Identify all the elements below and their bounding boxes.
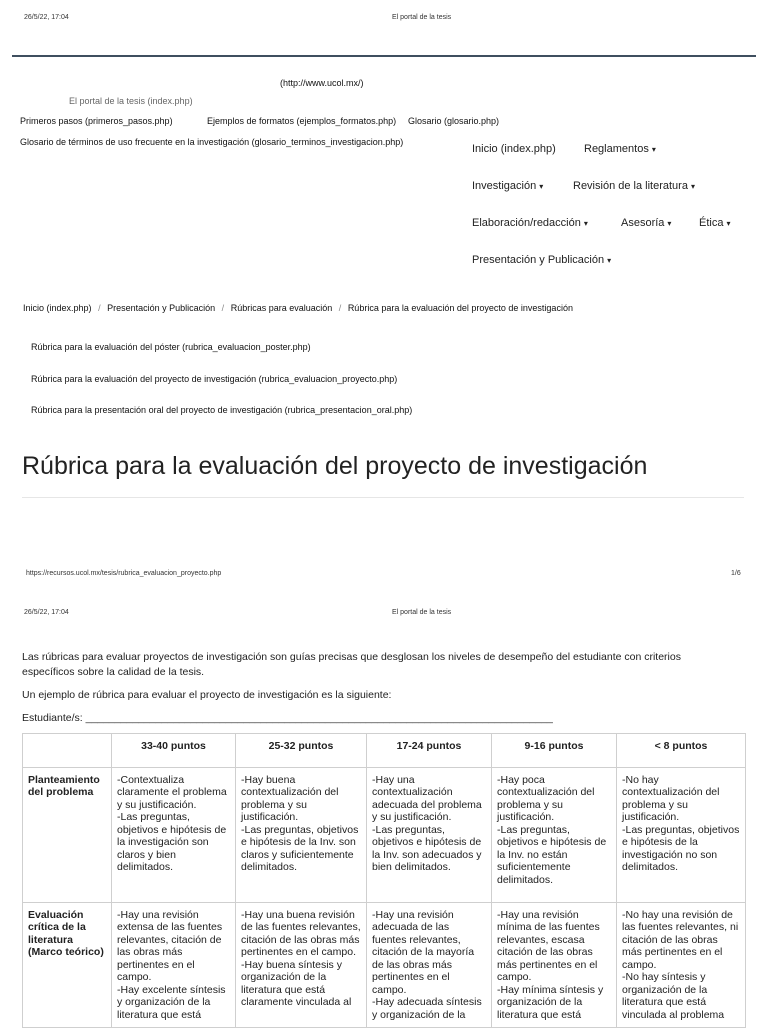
table-row bbox=[23, 902, 746, 1028]
title-divider bbox=[22, 497, 744, 498]
intro-paragraph: Las rúbricas para evaluar proyectos de investigación son guías precisas que desglosan los niveles de desempeño del estudiante con criterios específicos sobre la calidad de la tesis. bbox=[22, 651, 681, 678]
breadcrumb-item-inicio[interactable]: Inicio (index.php) bbox=[23, 303, 92, 313]
rubric-header-cell bbox=[23, 734, 112, 768]
print-footer-url: https://recursos.ucol.mx/tesis/rubrica_evaluacion_proyecto.php bbox=[26, 570, 222, 577]
chevron-down-icon: ▾ bbox=[667, 219, 672, 228]
menu-elaboracion-label: Elaboración/redacción bbox=[472, 217, 581, 229]
chevron-down-icon: ▾ bbox=[726, 219, 731, 228]
breadcrumb-item-rubricas[interactable]: Rúbricas para evaluación bbox=[230, 303, 333, 313]
print-page-number: 1/6 bbox=[731, 570, 741, 577]
rubric-header-cell: 25-32 puntos bbox=[236, 734, 367, 768]
rubric-header-row bbox=[23, 734, 746, 768]
rubric-cell: -Contextualiza claramente el problema y su justificación. -Las preguntas, objetivos e hipótesis de la investigación son claros y bien delimitados. bbox=[112, 767, 236, 902]
menu-investigacion[interactable] bbox=[472, 180, 543, 192]
student-field: Estudiante/s: ________________________________________________________________________________ bbox=[22, 712, 553, 724]
breadcrumb bbox=[23, 303, 573, 313]
rubric-cell: -Hay una contextualización adecuada del problema y su justificación. -Las preguntas, objetivos e hipótesis de la Inv. son adecuados y bien delimitados. bbox=[367, 767, 492, 902]
breadcrumb-separator: / bbox=[221, 303, 225, 313]
header-divider bbox=[12, 55, 756, 57]
menu-etica[interactable] bbox=[699, 217, 730, 229]
menu-asesoria-label: Asesoría bbox=[621, 217, 665, 229]
portal-home-link[interactable]: El portal de la tesis (index.php) bbox=[69, 96, 193, 106]
chevron-down-icon: ▾ bbox=[651, 145, 656, 154]
rubric-header-cell: 9-16 puntos bbox=[492, 734, 617, 768]
example-paragraph: Un ejemplo de rúbrica para evaluar el proyecto de investigación es la siguiente: bbox=[22, 689, 392, 701]
chevron-down-icon: ▾ bbox=[607, 256, 612, 265]
sublink-proyecto[interactable]: Rúbrica para la evaluación del proyecto de investigación (rubrica_evaluacion_proyecto.php) bbox=[31, 374, 398, 384]
rubric-cell: -Hay una revisión adecuada de las fuentes relevantes, citación de la mayoría de las obras más pertinentes en el campo. -Hay adecuada síntesis y organización de la bbox=[367, 902, 492, 1028]
rubric-cell: -No hay una revisión de las fuentes relevantes, ni citación de las obras más pertinentes en el campo. -No hay síntesis y organización de la literatura que está vinculada al problema bbox=[617, 902, 746, 1028]
menu-inicio[interactable] bbox=[472, 143, 556, 155]
rubric-header-cell: 33-40 puntos bbox=[112, 734, 236, 768]
breadcrumb-separator: / bbox=[98, 303, 101, 313]
page-title: Rúbrica para la evaluación del proyecto de investigación bbox=[22, 452, 648, 480]
menu-presentacion[interactable] bbox=[472, 254, 611, 266]
chevron-down-icon: ▾ bbox=[539, 182, 544, 191]
menu-revision-label: Revisión de la literatura bbox=[573, 180, 688, 192]
link-glosario-terminos[interactable]: Glosario de términos de uso frecuente en la investigación (glosario_terminos_investigacion.php) bbox=[20, 137, 404, 147]
link-primeros-pasos[interactable]: Primeros pasos (primeros_pasos.php) bbox=[20, 116, 173, 126]
print-title: El portal de la tesis bbox=[392, 14, 452, 21]
breadcrumb-item-presentacion[interactable]: Presentación y Publicación bbox=[107, 303, 216, 313]
rubric-cell: -Hay una revisión extensa de las fuentes relevantes, citación de las obras más pertinentes en el campo. -Hay excelente síntesis y organización de la literatura que está bbox=[112, 902, 236, 1028]
menu-asesoria[interactable] bbox=[621, 217, 671, 229]
print-date: 26/5/22, 17:04 bbox=[24, 14, 69, 21]
link-ejemplos-formatos[interactable]: Ejemplos de formatos (ejemplos_formatos.php) bbox=[207, 116, 397, 126]
rubric-header-cell: < 8 puntos bbox=[617, 734, 746, 768]
print-title: El portal de la tesis bbox=[392, 609, 452, 616]
sublink-presentacion-oral[interactable]: Rúbrica para la presentación oral del proyecto de investigación (rubrica_presentacion_oral.php) bbox=[31, 405, 413, 415]
menu-reglamentos-label: Reglamentos bbox=[584, 143, 649, 155]
table-row bbox=[23, 767, 746, 902]
rubric-cell: -Hay una revisión mínima de las fuentes relevantes, escasa citación de las obras más pertinentes en el campo. -Hay mínima síntesis y organización de la literatura que está bbox=[492, 902, 617, 1028]
rubric-table bbox=[22, 733, 746, 1028]
menu-revision[interactable] bbox=[573, 180, 695, 192]
menu-presentacion-label: Presentación y Publicación bbox=[472, 254, 605, 266]
breadcrumb-item-current: Rúbrica para la evaluación del proyecto de investigación bbox=[347, 303, 573, 313]
chevron-down-icon: ▾ bbox=[690, 182, 695, 191]
rubric-cell: -No hay contextualización del problema y su justificación. -Las preguntas, objetivos e hipótesis de la investigación no son delimitados. bbox=[617, 767, 746, 902]
rubric-cell: -Hay buena contextualización del problema y su justificación. -Las preguntas, objetivos e hipótesis de la Inv. son claros y suficientemente delimitados. bbox=[236, 767, 367, 902]
sublink-poster[interactable]: Rúbrica para la evaluación del póster (rubrica_evaluacion_poster.php) bbox=[31, 342, 311, 352]
rubric-cell: -Hay una buena revisión de las fuentes relevantes, citación de las obras más pertinentes en el campo. -Hay buena síntesis y organización de la literatura que está claramente vinculada al bbox=[236, 902, 367, 1028]
rubric-cell: -Hay poca contextualización del problema y su justificación. -Las preguntas, objetivos e hipótesis de la Inv. no están suficientemente delimitados. bbox=[492, 767, 617, 902]
link-glosario[interactable]: Glosario (glosario.php) bbox=[408, 116, 500, 126]
menu-etica-label: Ética bbox=[699, 217, 724, 229]
menu-elaboracion[interactable] bbox=[472, 217, 588, 229]
rubric-header-cell: 17-24 puntos bbox=[367, 734, 492, 768]
chevron-down-icon: ▾ bbox=[583, 219, 588, 228]
criterion-label: Planteamiento del problema bbox=[23, 767, 112, 902]
ucol-link[interactable]: (http://www.ucol.mx/) bbox=[280, 78, 364, 88]
menu-reglamentos[interactable] bbox=[584, 143, 656, 155]
print-date: 26/5/22, 17:04 bbox=[24, 609, 69, 616]
breadcrumb-separator: / bbox=[338, 303, 342, 313]
menu-inicio-label: Inicio (index.php) bbox=[472, 143, 556, 155]
criterion-label: Evaluación crítica de la literatura (Marco teórico) bbox=[23, 902, 112, 1028]
menu-investigacion-label: Investigación bbox=[472, 180, 537, 192]
